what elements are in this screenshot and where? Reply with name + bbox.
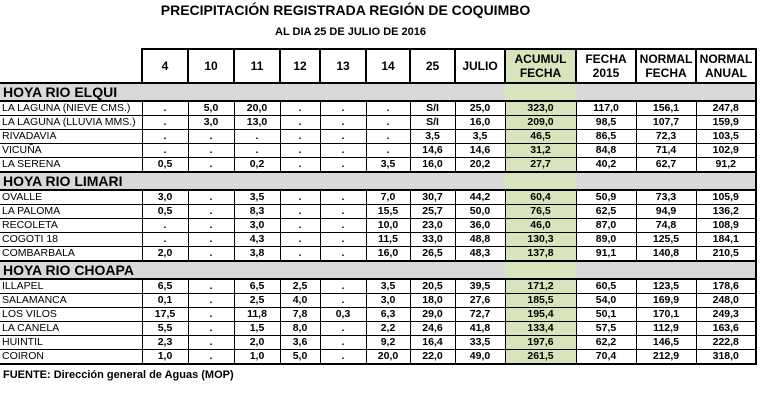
value-cell: 22,0 <box>410 350 455 365</box>
value-cell: . <box>188 294 234 308</box>
value-cell: . <box>142 233 188 247</box>
value-cell: 130,3 <box>505 233 576 247</box>
value-cell: 40,2 <box>576 158 636 173</box>
value-cell: 16,0 <box>410 158 455 173</box>
precipitation-table <box>0 48 757 365</box>
value-cell: 87,0 <box>576 219 636 233</box>
header-row <box>0 49 756 83</box>
value-cell: 25,0 <box>455 101 505 116</box>
value-cell: 7,0 <box>366 190 410 205</box>
value-cell: 197,6 <box>505 336 576 350</box>
value-cell: 178,6 <box>696 279 756 294</box>
value-cell: 2,2 <box>366 322 410 336</box>
value-cell: 3,5 <box>410 130 455 144</box>
value-cell: . <box>280 219 320 233</box>
value-cell: 89,0 <box>576 233 636 247</box>
value-cell: 48,8 <box>455 233 505 247</box>
table-row <box>0 158 756 173</box>
value-cell: 5,0 <box>280 350 320 365</box>
value-cell: . <box>142 219 188 233</box>
value-cell: . <box>234 130 280 144</box>
value-cell: 48,3 <box>455 247 505 262</box>
value-cell: 3,0 <box>366 294 410 308</box>
value-cell: 62,2 <box>576 336 636 350</box>
value-cell: 41,8 <box>455 322 505 336</box>
group-row <box>0 261 756 279</box>
value-cell: 27,7 <box>505 158 576 173</box>
value-cell: . <box>320 101 366 116</box>
value-cell: . <box>366 101 410 116</box>
column-header: 4 <box>142 49 188 83</box>
value-cell: . <box>320 294 366 308</box>
value-cell: 60,5 <box>576 279 636 294</box>
value-cell: 25,7 <box>410 205 455 219</box>
value-cell: 98,5 <box>576 116 636 130</box>
value-cell: 212,9 <box>636 350 696 365</box>
column-header: JULIO <box>455 49 505 83</box>
value-cell: 16,0 <box>366 247 410 262</box>
value-cell: 3,0 <box>188 116 234 130</box>
value-cell: 184,1 <box>696 233 756 247</box>
value-cell: 46,0 <box>505 219 576 233</box>
group-accent-cell <box>505 83 576 101</box>
value-cell: 20,0 <box>366 350 410 365</box>
value-cell: 125,5 <box>636 233 696 247</box>
value-cell: 248,0 <box>696 294 756 308</box>
value-cell: . <box>366 116 410 130</box>
table-row <box>0 322 756 336</box>
value-cell: 11,8 <box>234 308 280 322</box>
value-cell: . <box>188 130 234 144</box>
value-cell: . <box>142 144 188 158</box>
station-name: OVALLE <box>0 190 142 205</box>
value-cell: 8,0 <box>280 322 320 336</box>
value-cell: 1,0 <box>234 350 280 365</box>
value-cell: 247,8 <box>696 101 756 116</box>
value-cell: 318,0 <box>696 350 756 365</box>
value-cell: . <box>188 158 234 173</box>
value-cell: . <box>366 130 410 144</box>
value-cell: . <box>320 279 366 294</box>
value-cell: 2,5 <box>234 294 280 308</box>
column-header: 14 <box>366 49 410 83</box>
value-cell: 62,5 <box>576 205 636 219</box>
value-cell: 86,5 <box>576 130 636 144</box>
value-cell: 6,3 <box>366 308 410 322</box>
report-title: PRECIPITACIÓN REGISTRADA REGIÓN DE COQUIMBO <box>160 2 531 18</box>
value-cell: 17,5 <box>142 308 188 322</box>
value-cell: 171,2 <box>505 279 576 294</box>
group-fill <box>576 261 756 279</box>
value-cell: 210,5 <box>696 247 756 262</box>
value-cell: 3,0 <box>142 190 188 205</box>
station-name: LA PALOMA <box>0 205 142 219</box>
table-row <box>0 101 756 116</box>
group-row <box>0 83 756 101</box>
value-cell: 1,0 <box>142 350 188 365</box>
value-cell: 4,3 <box>234 233 280 247</box>
value-cell: 10,0 <box>366 219 410 233</box>
value-cell: 0,5 <box>142 158 188 173</box>
station-name: VICUÑA <box>0 144 142 158</box>
value-cell: 39,5 <box>455 279 505 294</box>
table-row <box>0 219 756 233</box>
value-cell: . <box>188 144 234 158</box>
value-cell: 112,9 <box>636 322 696 336</box>
column-header: 12 <box>280 49 320 83</box>
value-cell: . <box>320 144 366 158</box>
value-cell: 15,5 <box>366 205 410 219</box>
table-container <box>0 48 757 382</box>
value-cell: 0,2 <box>234 158 280 173</box>
table-row <box>0 247 756 262</box>
value-cell: . <box>188 350 234 365</box>
value-cell: 44,2 <box>455 190 505 205</box>
value-cell: . <box>320 336 366 350</box>
station-name: ILLAPEL <box>0 279 142 294</box>
value-cell: 49,0 <box>455 350 505 365</box>
column-header: NORMAL FECHA <box>636 49 696 83</box>
value-cell: 2,5 <box>280 279 320 294</box>
value-cell: 140,8 <box>636 247 696 262</box>
value-cell: . <box>320 116 366 130</box>
value-cell: . <box>366 144 410 158</box>
value-cell: 23,0 <box>410 219 455 233</box>
column-header: NORMAL ANUAL <box>696 49 756 83</box>
station-name: HUINTIL <box>0 336 142 350</box>
value-cell: 185,5 <box>505 294 576 308</box>
value-cell: 60,4 <box>505 190 576 205</box>
group-row <box>0 172 756 190</box>
value-cell: . <box>280 158 320 173</box>
value-cell: . <box>188 308 234 322</box>
group-accent-cell <box>505 261 576 279</box>
group-fill <box>576 172 756 190</box>
value-cell: 5,5 <box>142 322 188 336</box>
table-row <box>0 144 756 158</box>
value-cell: 4,0 <box>280 294 320 308</box>
header-blank <box>0 49 142 83</box>
value-cell: . <box>280 116 320 130</box>
value-cell: 70,4 <box>576 350 636 365</box>
value-cell: 8,3 <box>234 205 280 219</box>
value-cell: 222,8 <box>696 336 756 350</box>
station-name: LA CANELA <box>0 322 142 336</box>
value-cell: 3,5 <box>234 190 280 205</box>
station-name: RIVADAVIA <box>0 130 142 144</box>
table-row <box>0 350 756 365</box>
value-cell: 26,5 <box>410 247 455 262</box>
column-header: 11 <box>234 49 280 83</box>
value-cell: . <box>188 233 234 247</box>
value-cell: . <box>188 205 234 219</box>
value-cell: 6,5 <box>234 279 280 294</box>
value-cell: 18,0 <box>410 294 455 308</box>
value-cell: . <box>142 101 188 116</box>
value-cell: 2,0 <box>234 336 280 350</box>
value-cell: . <box>188 279 234 294</box>
value-cell: . <box>320 233 366 247</box>
value-cell: 50,9 <box>576 190 636 205</box>
value-cell: 13,0 <box>234 116 280 130</box>
value-cell: 169,9 <box>636 294 696 308</box>
value-cell: 209,0 <box>505 116 576 130</box>
value-cell: . <box>142 130 188 144</box>
group-name: HOYA RIO CHOAPA <box>0 261 505 279</box>
group-accent-cell <box>505 172 576 190</box>
value-cell: 24,6 <box>410 322 455 336</box>
value-cell: 94,9 <box>636 205 696 219</box>
value-cell: . <box>188 247 234 262</box>
value-cell: 261,5 <box>505 350 576 365</box>
group-name: HOYA RIO ELQUI <box>0 83 505 101</box>
value-cell: . <box>280 205 320 219</box>
value-cell: 33,5 <box>455 336 505 350</box>
value-cell: 3,6 <box>280 336 320 350</box>
value-cell: 137,8 <box>505 247 576 262</box>
value-cell: . <box>188 322 234 336</box>
value-cell: 20,0 <box>234 101 280 116</box>
value-cell: 50,1 <box>576 308 636 322</box>
table-row <box>0 130 756 144</box>
value-cell: 146,5 <box>636 336 696 350</box>
station-name: SALAMANCA <box>0 294 142 308</box>
value-cell: 249,3 <box>696 308 756 322</box>
value-cell: 3,5 <box>366 158 410 173</box>
value-cell: 62,7 <box>636 158 696 173</box>
value-cell: . <box>320 130 366 144</box>
value-cell: 20,5 <box>410 279 455 294</box>
value-cell: 33,0 <box>410 233 455 247</box>
value-cell: 76,5 <box>505 205 576 219</box>
value-cell: 1,5 <box>234 322 280 336</box>
value-cell: 91,2 <box>696 158 756 173</box>
value-cell: 6,5 <box>142 279 188 294</box>
value-cell: 57,5 <box>576 322 636 336</box>
value-cell: 11,5 <box>366 233 410 247</box>
value-cell: 105,9 <box>696 190 756 205</box>
value-cell: 72,3 <box>636 130 696 144</box>
value-cell: 14,6 <box>455 144 505 158</box>
table-row <box>0 116 756 130</box>
value-cell: . <box>280 130 320 144</box>
column-header: 10 <box>188 49 234 83</box>
value-cell: . <box>320 219 366 233</box>
value-cell: 20,2 <box>455 158 505 173</box>
value-cell: 123,5 <box>636 279 696 294</box>
station-name: COIRON <box>0 350 142 365</box>
value-cell: 156,1 <box>636 101 696 116</box>
table-row <box>0 336 756 350</box>
value-cell: 50,0 <box>455 205 505 219</box>
value-cell: 31,2 <box>505 144 576 158</box>
value-cell: . <box>280 233 320 247</box>
column-header: ACUMUL FECHA <box>505 49 576 83</box>
column-header: 25 <box>410 49 455 83</box>
group-fill <box>576 83 756 101</box>
value-cell: 170,1 <box>636 308 696 322</box>
value-cell: . <box>188 219 234 233</box>
value-cell: 0,5 <box>142 205 188 219</box>
value-cell: 16,0 <box>455 116 505 130</box>
value-cell: 102,9 <box>696 144 756 158</box>
value-cell: 36,0 <box>455 219 505 233</box>
value-cell: 0,3 <box>320 308 366 322</box>
value-cell: 30,7 <box>410 190 455 205</box>
value-cell: 107,7 <box>636 116 696 130</box>
value-cell: 29,0 <box>410 308 455 322</box>
value-cell: . <box>280 247 320 262</box>
value-cell: 3,8 <box>234 247 280 262</box>
table-row <box>0 233 756 247</box>
value-cell: . <box>320 350 366 365</box>
value-cell: 133,4 <box>505 322 576 336</box>
value-cell: 46,5 <box>505 130 576 144</box>
report-subtitle: AL DIA 25 DE JULIO DE 2016 <box>275 26 426 38</box>
table-row <box>0 279 756 294</box>
value-cell: 74,8 <box>636 219 696 233</box>
value-cell: 2,0 <box>142 247 188 262</box>
value-cell: . <box>320 158 366 173</box>
value-cell: 108,9 <box>696 219 756 233</box>
station-name: COMBARBALA <box>0 247 142 262</box>
value-cell: 3,5 <box>366 279 410 294</box>
value-cell: 5,0 <box>188 101 234 116</box>
station-name: LA LAGUNA (LLUVIA MMS.) <box>0 116 142 130</box>
value-cell: S/I <box>410 101 455 116</box>
value-cell: . <box>234 144 280 158</box>
value-cell: 7,8 <box>280 308 320 322</box>
value-cell: . <box>320 322 366 336</box>
value-cell: 117,0 <box>576 101 636 116</box>
value-cell: . <box>320 205 366 219</box>
value-cell: 71,4 <box>636 144 696 158</box>
source-note: FUENTE: Dirección general de Aguas (MOP) <box>3 369 234 381</box>
value-cell: 72,7 <box>455 308 505 322</box>
group-name: HOYA RIO LIMARI <box>0 172 505 190</box>
table-row <box>0 294 756 308</box>
value-cell: . <box>320 190 366 205</box>
value-cell: . <box>188 336 234 350</box>
column-header: 13 <box>320 49 366 83</box>
value-cell: 136,2 <box>696 205 756 219</box>
value-cell: 14,6 <box>410 144 455 158</box>
station-name: LOS VILOS <box>0 308 142 322</box>
value-cell: 27,6 <box>455 294 505 308</box>
station-name: LA SERENA <box>0 158 142 173</box>
value-cell: 323,0 <box>505 101 576 116</box>
station-name: LA LAGUNA (NIEVE CMS.) <box>0 101 142 116</box>
station-name: COGOTI 18 <box>0 233 142 247</box>
value-cell: S/I <box>410 116 455 130</box>
value-cell: 73,3 <box>636 190 696 205</box>
value-cell: 54,0 <box>576 294 636 308</box>
value-cell: . <box>142 116 188 130</box>
value-cell: 195,4 <box>505 308 576 322</box>
table-row <box>0 190 756 205</box>
value-cell: 84,8 <box>576 144 636 158</box>
value-cell: 163,6 <box>696 322 756 336</box>
value-cell: 2,3 <box>142 336 188 350</box>
value-cell: 16,4 <box>410 336 455 350</box>
value-cell: . <box>280 190 320 205</box>
value-cell: 103,5 <box>696 130 756 144</box>
value-cell: 91,1 <box>576 247 636 262</box>
value-cell: . <box>280 101 320 116</box>
value-cell: 9,2 <box>366 336 410 350</box>
value-cell: 159,9 <box>696 116 756 130</box>
value-cell: 0,1 <box>142 294 188 308</box>
station-name: RECOLETA <box>0 219 142 233</box>
value-cell: 3,0 <box>234 219 280 233</box>
value-cell: 3,5 <box>455 130 505 144</box>
table-row <box>0 308 756 322</box>
value-cell: . <box>320 247 366 262</box>
column-header: FECHA 2015 <box>576 49 636 83</box>
value-cell: . <box>188 190 234 205</box>
table-row <box>0 205 756 219</box>
value-cell: . <box>280 144 320 158</box>
